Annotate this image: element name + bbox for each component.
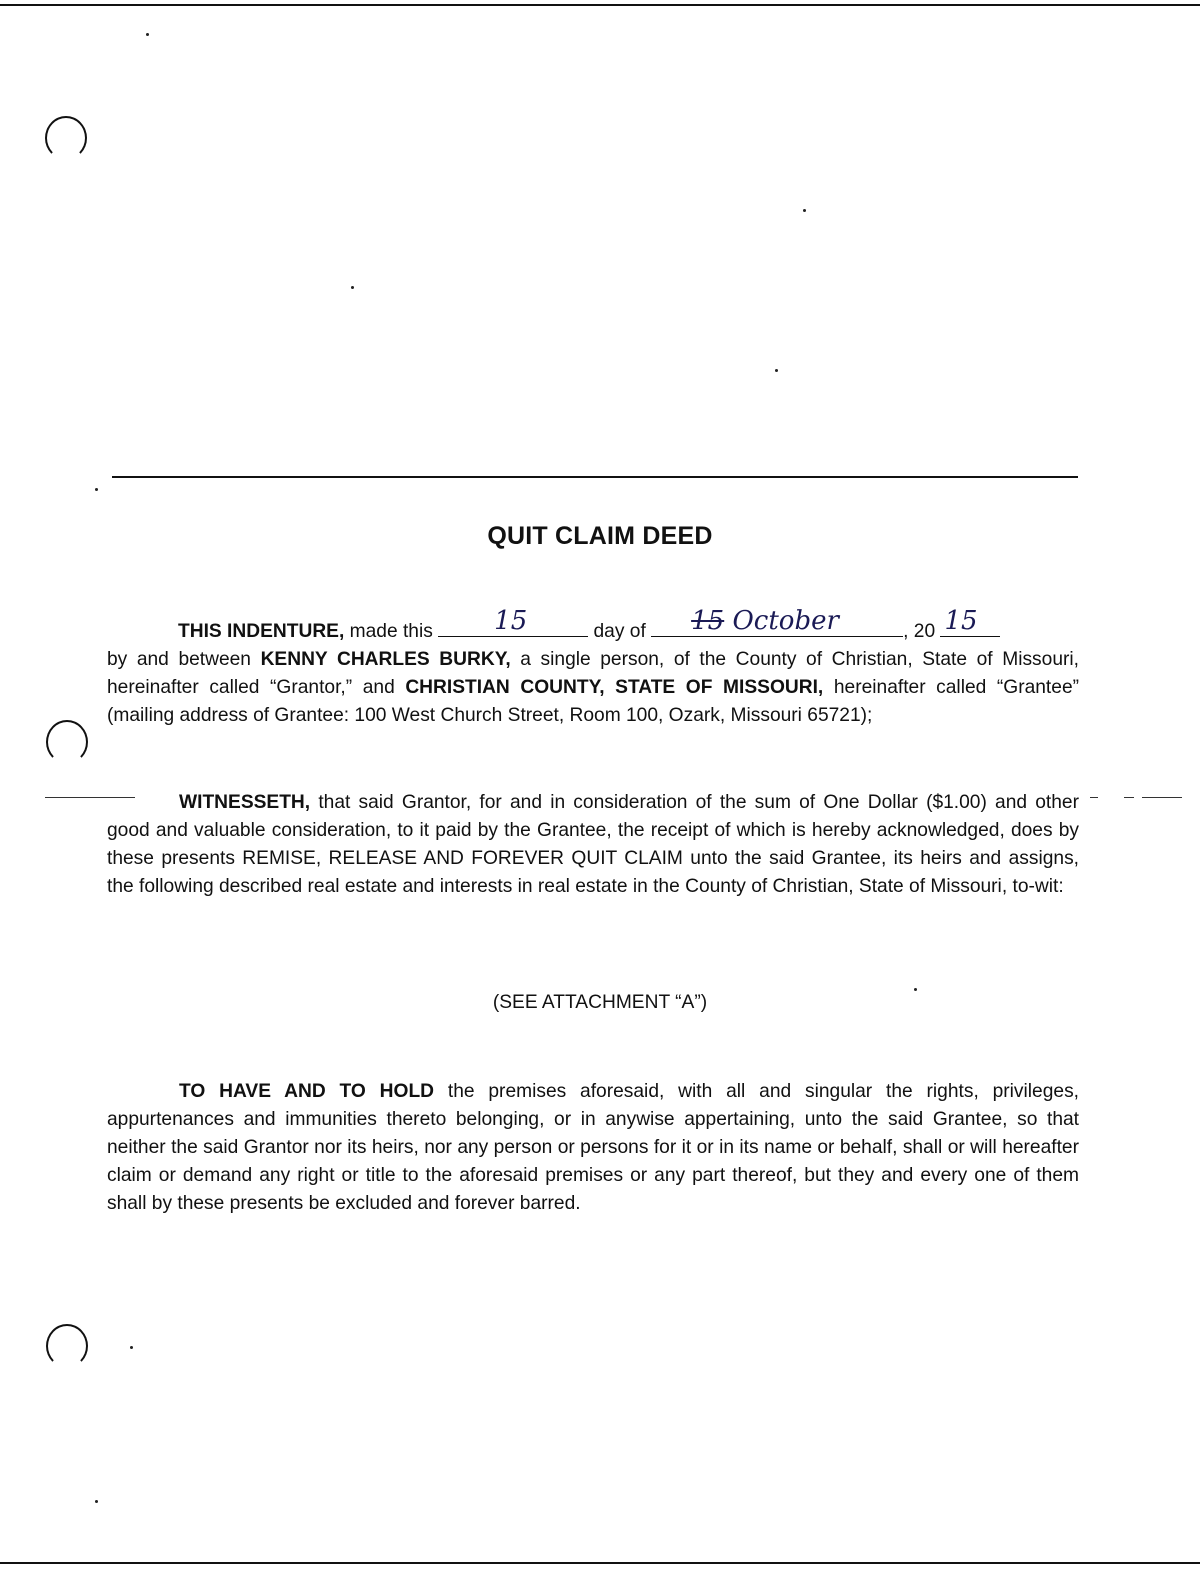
attachment-reference: (SEE ATTACHMENT “A”): [492, 992, 708, 1013]
parties-paragraph: [107, 646, 1079, 730]
scan-speck: [775, 369, 778, 372]
header-divider-line: [112, 476, 1078, 478]
month-struck-handwritten: 15: [691, 606, 725, 636]
habendum-paragraph: [107, 1078, 1079, 1218]
scan-speck: [95, 1500, 98, 1503]
year-blank: [940, 606, 1000, 637]
scan-speck: [351, 286, 354, 289]
made-this-label: made this: [344, 621, 439, 642]
month-blank: [651, 606, 903, 637]
top-border-line: [0, 4, 1200, 6]
habendum-body: the premises aforesaid, with all and singular the rights, privileges, appurtenances and immunities thereto belonging, or in anywise appertaining, unto the said Grantee, so that neither the said Grantor nor its heirs, nor any person or persons for it or in its name or behalf, shall or will hereafter claim or demand any right or title to the aforesaid premises or any part thereof, but they and every one of them shall by these presents be excluded and forever barred.: [107, 1081, 1079, 1214]
witnesseth-body: that said Grantor, for and in consideration of the sum of One Dollar ($1.00) and other good and valuable consideration, to it paid by the Grantee, the receipt of which is hereby acknowledged, does by these presents REMISE, RELEASE AND FOREVER QUIT CLAIM unto the said Grantee, its heirs and assigns, the following described real estate and interests in real estate in the County of Christian, State of Missouri, to-wit:: [107, 792, 1079, 897]
scan-dash: [1142, 797, 1182, 798]
day-of-label: day of: [588, 621, 652, 642]
scan-dash: [1124, 797, 1134, 798]
habendum-lead: TO HAVE AND TO HOLD: [179, 1081, 435, 1102]
scan-dash: [1090, 797, 1098, 798]
grantor-name: KENNY CHARLES BURKY,: [260, 649, 511, 670]
scan-speck: [95, 488, 98, 491]
parties-text: hereinafter called “Grantee” (mailing address of Grantee: 100 West Church Street, Room 100, Ozark, Missouri 65721);: [107, 677, 1079, 726]
day-blank: [438, 606, 588, 637]
punch-hole-mark: [46, 720, 88, 764]
scan-speck: [130, 1346, 133, 1349]
indenture-line: [178, 606, 1078, 644]
scan-speck: [803, 209, 806, 212]
punch-hole-mark: [45, 116, 87, 160]
witnesseth-paragraph: [107, 789, 1079, 901]
document-title: QUIT CLAIM DEED: [487, 522, 713, 550]
day-handwritten: 15: [494, 606, 528, 636]
witnesseth-lead: WITNESSETH,: [179, 792, 311, 813]
punch-hole-mark: [46, 1324, 88, 1368]
year-prefix-label: , 20: [903, 621, 941, 642]
scan-speck: [914, 988, 917, 991]
scan-speck: [146, 33, 149, 36]
year-handwritten: 15: [944, 606, 978, 636]
parties-text: a single person, of the County of Christian, State of Missouri, hereinafter called “Grantor,” and: [107, 649, 1079, 698]
bottom-border-line: [0, 1562, 1200, 1564]
indenture-lead: THIS INDENTURE,: [178, 621, 345, 642]
month-handwritten: October: [732, 606, 839, 636]
parties-text: by and between: [107, 649, 261, 670]
grantee-name: CHRISTIAN COUNTY, STATE OF MISSOURI,: [405, 677, 824, 698]
